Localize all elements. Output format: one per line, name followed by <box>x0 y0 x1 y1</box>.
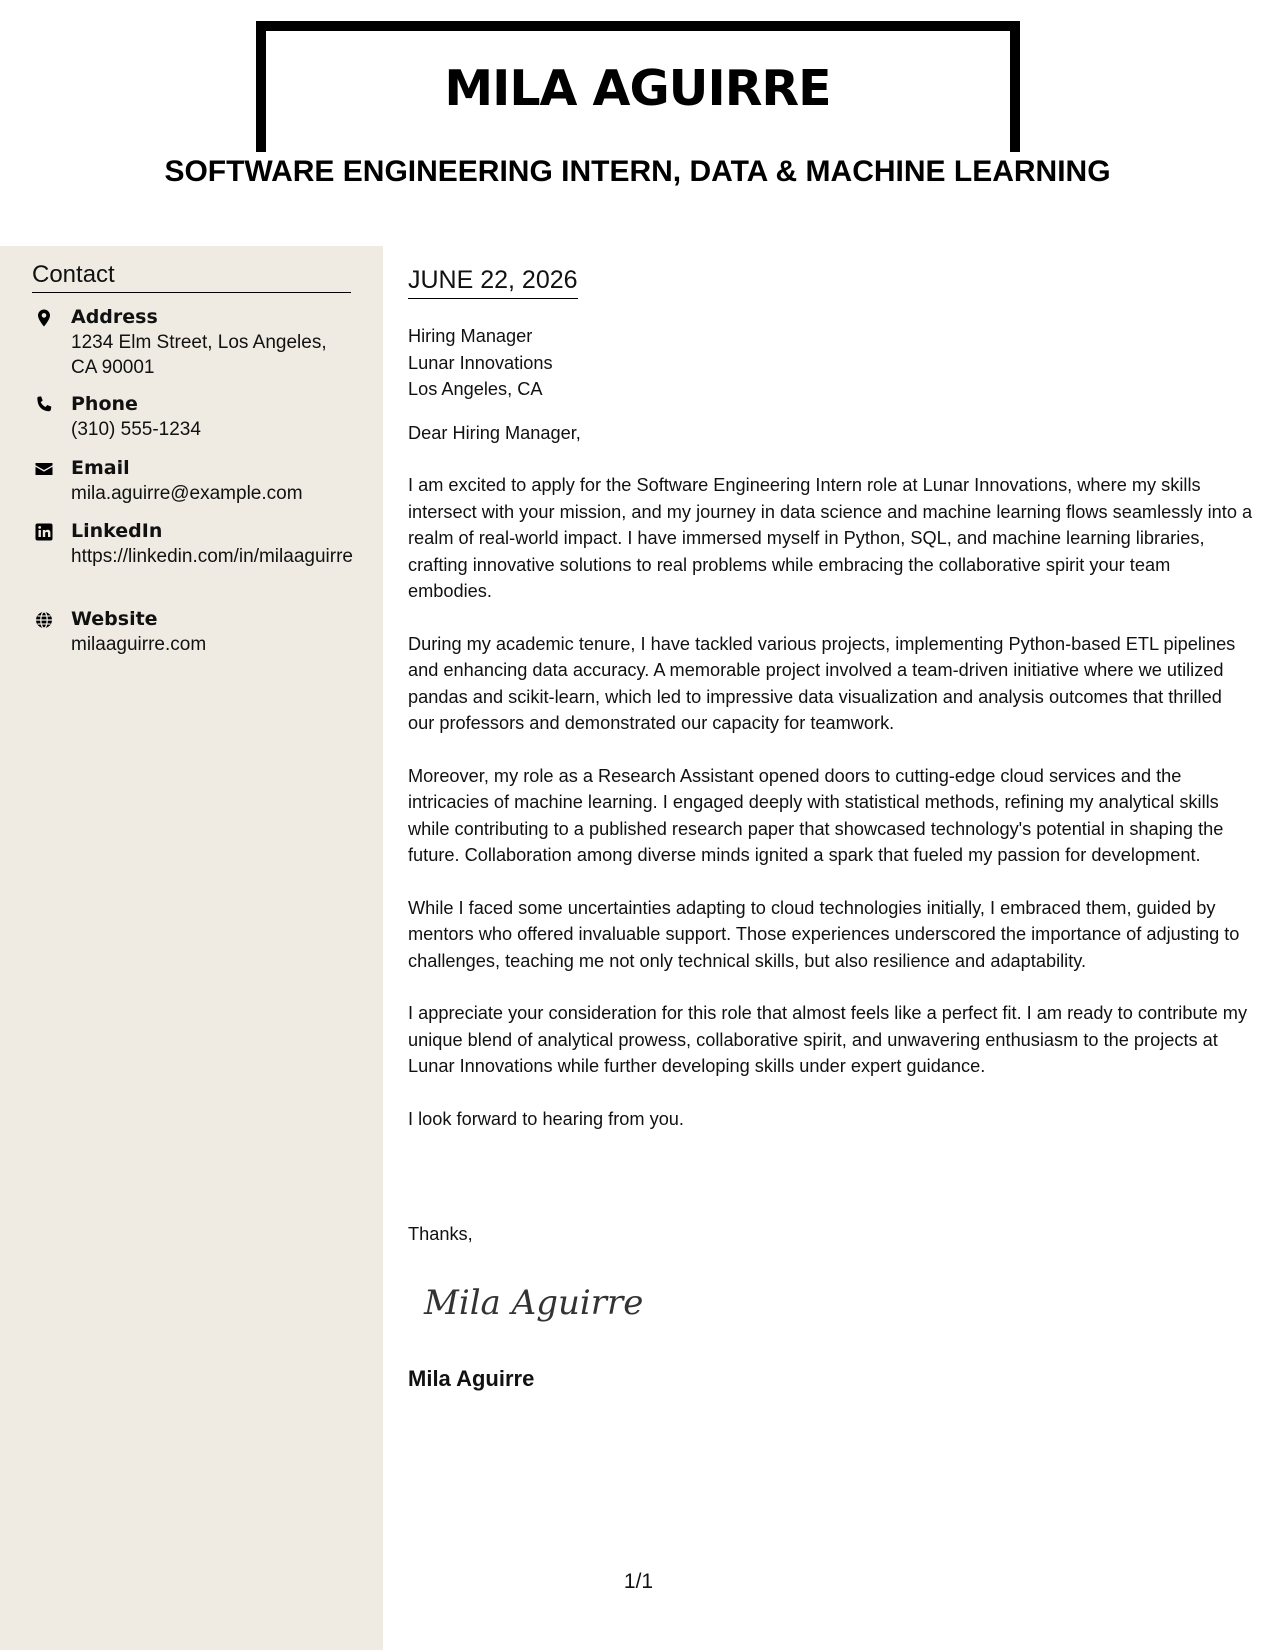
recipient-line: Lunar Innovations <box>408 352 553 373</box>
recipient-line: Hiring Manager <box>408 326 533 346</box>
contact-website-value[interactable]: milaaguirre.com <box>71 634 207 655</box>
contact-sidebar <box>0 246 383 1650</box>
page-number <box>0 1569 1275 1595</box>
contact-address-label: Address <box>71 306 158 328</box>
body-paragraph: While I faced some uncertainties adapting to cloud technologies initially, I embraced them, guided by mentors who offered invaluable support. Those experiences underscored the importance of adjusting to challenges, teaching me not only technical skills, but also resilience and adaptability. <box>408 897 1240 971</box>
phone-icon <box>34 395 54 415</box>
contact-address-value: 1234 Elm Street, Los Angeles, CA 90001 <box>71 332 327 378</box>
body-paragraph: I am excited to apply for the Software Engineering Intern role at Lunar Innovations, where my skills intersect with your mission, and my journey in data science and machine learning flows seamlessly into a realm of real-world impact. I have immersed myself in Python, SQL, and machine learning libraries, crafting innovative solutions to real problems while embracing the collaborative spirit your team embodies. <box>408 475 1253 601</box>
applicant-name: MILA AGUIRRE <box>444 60 831 117</box>
job-title: SOFTWARE ENGINEERING INTERN, DATA & MACHINE LEARNING <box>164 155 1111 188</box>
letter-body <box>408 323 1253 1132</box>
page-number-text: 1/1 <box>623 1570 654 1593</box>
body-paragraph: I appreciate your consideration for this role that almost feels like a perfect fit. I am ready to contribute my unique blend of analytical prowess, collaborative spirit, and unwavering enthusiasm to the projects at Lunar Innovations while further developing skills under expert guidance. <box>408 1003 1248 1076</box>
contact-phone-value: (310) 555-1234 <box>71 419 201 440</box>
recipient-line: Los Angeles, CA <box>408 379 543 399</box>
handwritten-signature <box>420 1272 660 1332</box>
recipient-block <box>408 323 1253 403</box>
linkedin-icon <box>34 522 54 542</box>
body-paragraph: During my academic tenure, I have tackled various projects, implementing Python-based ETL pipelines and enhancing data accuracy. A memorable project involved a team-driven initiative where we utilized pandas and scikit-learn, which led to impressive data visualization and analysis outcomes that thrilled our professors and demonstrated our capacity for teamwork. <box>408 633 1236 733</box>
contact-website-label: Website <box>71 608 158 630</box>
closing: Thanks, <box>408 1224 473 1244</box>
contact-linkedin-value[interactable]: https://linkedin.com/in/milaaguirre <box>71 546 353 567</box>
signer-name: Mila Aguirre <box>408 1366 535 1391</box>
contact-heading: Contact <box>32 259 351 293</box>
contact-linkedin-label: LinkedIn <box>71 520 163 542</box>
body-paragraph: I look forward to hearing from you. <box>408 1108 684 1129</box>
contact-email-label: Email <box>71 457 130 479</box>
contact-phone-label: Phone <box>71 393 138 415</box>
globe-icon <box>34 610 54 630</box>
map-pin-icon <box>34 308 54 328</box>
greeting: Dear Hiring Manager, <box>408 422 581 443</box>
signature-text: Mila Aguirre <box>424 1283 644 1323</box>
letter-date: JUNE 22, 2026 <box>408 265 578 299</box>
contact-email-value[interactable]: mila.aguirre@example.com <box>71 483 303 504</box>
envelope-icon <box>34 459 54 479</box>
body-paragraph: Moreover, my role as a Research Assistant opened doors to cutting-edge cloud services and the intricacies of machine learning. I engaged deeply with statistical methods, refining my analytical skills while contributing to a published research paper that showcased technology's potential in shaping the future. Collaboration among diverse minds ignited a spark that fueled my passion for development. <box>408 765 1224 865</box>
